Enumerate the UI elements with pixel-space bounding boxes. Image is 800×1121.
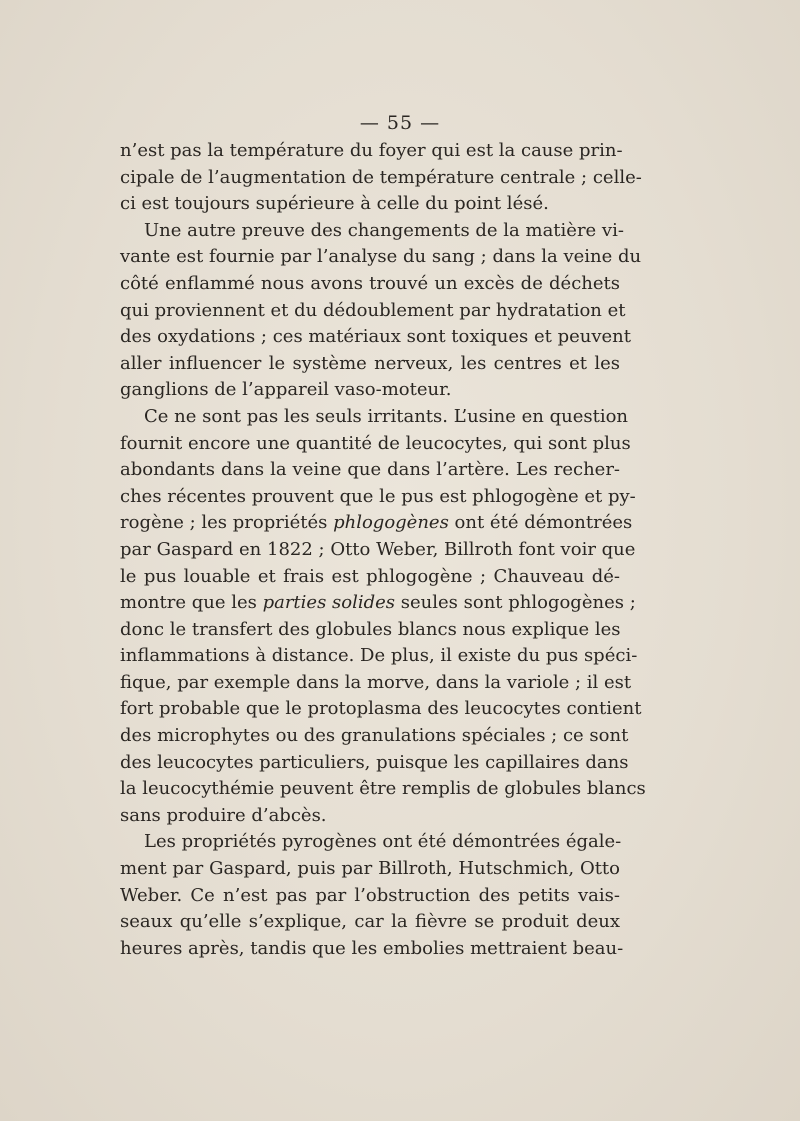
body-text bbox=[120, 138, 646, 962]
text-line: rogène ; les propriétés phlogogènes ont été démontrées bbox=[120, 512, 633, 534]
text-line: ci est toujours supérieure à celle du point lésé. bbox=[120, 193, 549, 215]
text-line: Weber. Ce n’est pas par l’obstruction des petits vais- bbox=[120, 884, 620, 906]
text-line: la leucocythémie peuvent être remplis de globules blancs bbox=[120, 778, 646, 800]
text-line: Les propriétés pyrogènes ont été démontrées égale- bbox=[144, 831, 622, 853]
text-line: ches récentes prouvent que le pus est phlogogène et py- bbox=[120, 485, 636, 507]
text-line: montre que les parties solides seules sont phlogogènes ; bbox=[120, 592, 636, 614]
text-line: Une autre preuve des changements de la matière vi- bbox=[144, 219, 624, 241]
text-line: cipale de l’augmentation de température centrale ; celle- bbox=[120, 166, 642, 188]
text-line: fournit encore une quantité de leucocytes, qui sont plus bbox=[120, 432, 631, 454]
text-line: aller influencer le système nerveux, les centres et les bbox=[120, 352, 620, 374]
text-line: heures après, tandis que les embolies mettraient beau- bbox=[120, 937, 624, 959]
italic-term: phlogogènes bbox=[333, 512, 449, 534]
text-line: vante est fournie par l’analyse du sang ; dans la veine du bbox=[120, 246, 642, 268]
text-line: inflammations à distance. De plus, il existe du pus spéci- bbox=[120, 645, 638, 667]
text-line: fique, par exemple dans la morve, dans la variole ; il est bbox=[120, 671, 632, 693]
text-line: par Gaspard en 1822 ; Otto Weber, Billroth font voir que bbox=[120, 538, 636, 560]
text-line: abondants dans la veine que dans l’artère. Les recher- bbox=[120, 459, 620, 481]
italic-term: parties solides bbox=[262, 592, 396, 614]
text-line: des oxydations ; ces matériaux sont toxiques et peuvent bbox=[120, 326, 631, 348]
text-line: sans produire d’abcès. bbox=[120, 804, 327, 826]
text-line: Ce ne sont pas les seuls irritants. L’usine en question bbox=[144, 405, 629, 427]
text-line: le pus louable et frais est phlogogène ; Chauveau dé- bbox=[120, 565, 620, 587]
text-line: seaux qu’elle s’explique, car la fièvre se produit deux bbox=[120, 911, 620, 933]
text-line: donc le transfert des globules blancs nous explique les bbox=[120, 618, 621, 640]
text-line: des leucocytes particuliers, puisque les capillaires dans bbox=[120, 751, 629, 773]
text-line: ganglions de l’appareil vaso-moteur. bbox=[120, 379, 452, 401]
text-line: fort probable que le protoplasma des leucocytes contient bbox=[120, 698, 642, 720]
text-line: n’est pas la température du foyer qui est la cause prin- bbox=[120, 140, 623, 161]
text-line: des microphytes ou des granulations spéciales ; ce sont bbox=[120, 725, 629, 747]
page-number: — 55 — bbox=[359, 112, 441, 134]
text-line: côté enflammé nous avons trouvé un excès de déchets bbox=[120, 272, 620, 294]
text-line: qui proviennent et du dédoublement par hydratation et bbox=[120, 299, 626, 321]
text-line: ment par Gaspard, puis par Billroth, Hutschmich, Otto bbox=[120, 858, 620, 880]
